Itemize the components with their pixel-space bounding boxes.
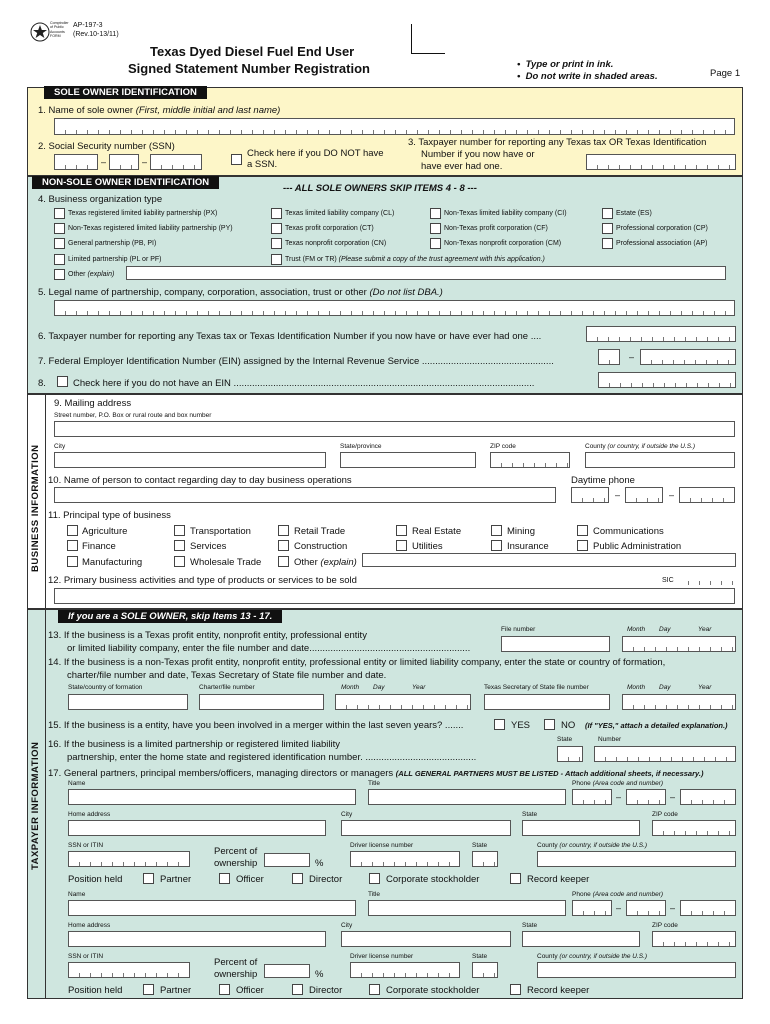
p1-city-label: City [341, 811, 353, 818]
item2-label: 2. Social Security number (SSN) [38, 141, 175, 152]
p1-name-field[interactable] [68, 789, 356, 805]
merger-no-checkbox[interactable] [544, 719, 555, 730]
p1-phone-dash2: – [670, 792, 676, 802]
sic-field[interactable] [678, 574, 736, 585]
form-title-line2: Signed Statement Number Registration [128, 61, 370, 76]
p2-zip-label: ZIP code [652, 922, 678, 929]
org-px-label: Texas registered limited liability partnership (PX) [68, 210, 218, 217]
type-utilities-label: Utilities [412, 541, 443, 552]
charter-number-field[interactable] [199, 694, 324, 710]
zip-field[interactable] [490, 452, 570, 468]
org-trust-checkbox[interactable] [271, 254, 282, 265]
p2-city-label: City [341, 922, 353, 929]
item13-day-label: Day [659, 626, 671, 633]
item11-label: 11. Principal type of business [48, 510, 171, 521]
p2-title-label: Title [368, 891, 381, 898]
p1-stockholder-checkbox[interactable] [369, 873, 380, 884]
p1-pct-sign: % [315, 858, 324, 869]
merger-yes-label: YES [511, 720, 531, 731]
item6-label: 6. Taxpayer number for reporting any Texas tax or Texas Identification Number if you now have or have ever had one .... [38, 331, 542, 342]
state-country-label: State/country of formation [68, 684, 143, 691]
daytime-phone-label: Daytime phone [571, 475, 635, 486]
item16-number-field[interactable] [594, 746, 736, 762]
org-pl-label: Limited partnership (PL or PF) [68, 256, 162, 263]
type-wholesale-checkbox[interactable] [174, 556, 185, 567]
state-province-label: State/province [340, 443, 382, 450]
street-field[interactable] [54, 421, 735, 437]
type-mining-checkbox[interactable] [491, 525, 502, 536]
p2-home-address-field[interactable] [68, 931, 326, 947]
type-insurance-checkbox[interactable] [491, 540, 502, 551]
type-retail-label: Retail Trade [294, 526, 346, 537]
instruction-shaded: • Do not write in shaded areas. [517, 71, 658, 82]
item16-state-label: State [557, 736, 573, 743]
zip-label: ZIP code [490, 443, 516, 450]
type-wholesale-label: Wholesale Trade [190, 557, 262, 568]
org-cl-checkbox[interactable] [271, 208, 282, 219]
state-country-field[interactable] [68, 694, 188, 710]
item13-line2: or limited liability company, enter the file number and date............................................................. [67, 643, 471, 654]
ssn-part1-field[interactable] [54, 154, 98, 170]
p2-phone-area-field[interactable] [572, 900, 612, 916]
type-publicadmin-label: Public Administration [593, 541, 682, 552]
p1-county-label: County (or country, if outside the U.S.) [537, 842, 648, 849]
file-number-label: File number [501, 626, 536, 633]
org-cm-checkbox[interactable] [430, 238, 441, 249]
org-es-checkbox[interactable] [602, 208, 613, 219]
charter-label: Charter/file number [199, 684, 255, 691]
item14-line1: 14. If the business is a non-Texas profit entity, nonprofit entity, professional entity or limited liability company, enter the state or country of formation, [48, 657, 666, 668]
item14-month-label: Month [341, 684, 360, 691]
form-number: AP-197-3 [73, 22, 103, 29]
p1-dl-label: Driver license number [350, 842, 414, 849]
p1-dl-state-field[interactable] [472, 851, 498, 867]
item8-shaded-field[interactable] [598, 372, 736, 388]
item14-sos-date-field[interactable] [622, 694, 736, 710]
p1-percent-label: Percent of [214, 846, 258, 857]
state-province-field[interactable] [340, 452, 476, 468]
skip-items-4-8: --- ALL SOLE OWNERS SKIP ITEMS 4 - 8 --- [283, 183, 477, 194]
no-ssn-checkbox[interactable] [231, 154, 242, 165]
p2-zip-field[interactable] [652, 931, 736, 947]
p1-partner-checkbox[interactable] [143, 873, 154, 884]
p2-dl-state-label: State [472, 953, 488, 960]
item14-sos-day-label: Day [659, 684, 671, 691]
ein-dash: – [629, 352, 635, 362]
org-other-explain-field[interactable] [126, 266, 726, 280]
p2-name-field[interactable] [68, 900, 356, 916]
item1-label: 1. Name of sole owner (First, middle initial and last name) [38, 105, 281, 116]
p2-dl-field[interactable] [350, 962, 460, 978]
p1-officer-label: Officer [236, 874, 264, 885]
ssn-part3-field[interactable] [150, 154, 202, 170]
type-mining-label: Mining [507, 526, 535, 537]
type-publicadmin-checkbox[interactable] [577, 540, 588, 551]
city-field[interactable] [54, 452, 326, 468]
instruction-ink: • Type or print in ink. [517, 59, 614, 70]
type-services-checkbox[interactable] [174, 540, 185, 551]
p1-home-address-label: Home address [68, 811, 111, 818]
item9-label: 9. Mailing address [54, 398, 132, 409]
p1-director-label: Director [309, 874, 343, 885]
p1-zip-field[interactable] [652, 820, 736, 836]
p2-county-field[interactable] [537, 962, 736, 978]
p1-county-field[interactable] [537, 851, 736, 867]
org-trust-label: Trust (FM or TR) (Please submit a copy of the trust agreement with this application.) [285, 256, 545, 263]
p1-ownership-label: ownership [214, 858, 258, 869]
item13-date-field[interactable] [622, 636, 736, 652]
item14-year-label: Year [412, 684, 426, 691]
org-ci-label: Non-Texas limited liability company (CI) [444, 210, 567, 217]
p2-state-field[interactable] [522, 931, 640, 947]
p2-state-label: State [522, 922, 538, 929]
item15-label: 15. If the business is a entity, have you been involved in a merger within the last seven years? ....... [48, 720, 464, 731]
business-info-side-label: BUSINESS INFORMATION [30, 444, 41, 572]
item8-label: Check here if you do not have an EIN .................................................................................................................. [73, 378, 535, 389]
p1-home-address-field[interactable] [68, 820, 326, 836]
org-ct-checkbox[interactable] [271, 223, 282, 234]
p1-ssn-field[interactable] [68, 851, 190, 867]
sos-file-number-field[interactable] [484, 694, 610, 710]
city-label: City [54, 443, 66, 450]
item17-label: 17. General partners, principal members/officers, managing directors or managers (ALL GENERAL PARTNERS MUST BE LISTED - Attach additional sheets, if necessary.) [48, 768, 704, 779]
item3-label-line1: 3. Taxpayer number for reporting any Texas tax OR Texas Identification [408, 137, 707, 148]
type-realestate-checkbox[interactable] [396, 525, 407, 536]
p2-dl-label: Driver license number [350, 953, 414, 960]
p2-pct-sign: % [315, 969, 324, 980]
ein-part1-field[interactable] [598, 349, 620, 365]
p1-state-field[interactable] [522, 820, 640, 836]
p1-phone-area-field[interactable] [572, 789, 612, 805]
p1-phone-dash1: – [616, 792, 622, 802]
p2-stockholder-checkbox[interactable] [369, 984, 380, 995]
ein-part2-field[interactable] [640, 349, 736, 365]
p2-phone-prefix-field[interactable] [626, 900, 666, 916]
type-utilities-checkbox[interactable] [396, 540, 407, 551]
org-ap-checkbox[interactable] [602, 238, 613, 249]
item13-year-label: Year [698, 626, 712, 633]
p2-title-field[interactable] [368, 900, 566, 916]
p2-county-label: County (or country, if outside the U.S.) [537, 953, 648, 960]
p2-director-checkbox[interactable] [292, 984, 303, 995]
p2-position-label: Position held [68, 985, 123, 996]
contact-phone-prefix-field[interactable] [625, 487, 663, 503]
p2-phone-line-field[interactable] [680, 900, 736, 916]
org-py-checkbox[interactable] [54, 223, 65, 234]
org-pl-checkbox[interactable] [54, 254, 65, 265]
item8-number: 8. [38, 378, 46, 389]
p2-city-field[interactable] [341, 931, 511, 947]
ssn-dash2: – [142, 157, 148, 167]
item13-line1: 13. If the business is a Texas profit entity, nonprofit entity, professional entity [48, 630, 367, 641]
file-number-field[interactable] [501, 636, 610, 652]
org-ct-label: Texas profit corporation (CT) [285, 225, 374, 232]
type-services-label: Services [190, 541, 227, 552]
legal-name-field[interactable] [54, 300, 735, 316]
p1-director-checkbox[interactable] [292, 873, 303, 884]
p1-name-label: Name [68, 780, 86, 787]
p2-phone-dash1: – [616, 903, 622, 913]
type-construction-label: Construction [294, 541, 348, 552]
type-communications-checkbox[interactable] [577, 525, 588, 536]
non-sole-owner-heading: NON-SOLE OWNER IDENTIFICATION [32, 176, 219, 189]
county-field[interactable] [585, 452, 735, 468]
type-finance-label: Finance [82, 541, 116, 552]
p1-title-field[interactable] [368, 789, 566, 805]
p2-name-label: Name [68, 891, 86, 898]
org-other-checkbox[interactable] [54, 269, 65, 280]
item3-label-line3: have ever had one. [421, 161, 503, 172]
p1-dl-state-label: State [472, 842, 488, 849]
sole-owner-name-field[interactable] [54, 118, 735, 135]
form-revision: (Rev.10-13/11) [73, 31, 119, 38]
org-pb-checkbox[interactable] [54, 238, 65, 249]
org-other-label: Other (explain) [68, 271, 115, 278]
type-other-checkbox[interactable] [278, 556, 289, 567]
org-cl-label: Texas limited liability company (CL) [285, 210, 395, 217]
corner-mark [411, 24, 445, 54]
p1-phone-label: Phone (Area code and number) [572, 780, 664, 787]
p2-percent-label: Percent of [214, 957, 258, 968]
business-side-divider [45, 394, 46, 609]
contact-name-field[interactable] [54, 487, 556, 503]
item16-state-field[interactable] [557, 746, 583, 762]
item14-sos-year-label: Year [698, 684, 712, 691]
org-py-label: Non-Texas registered limited liability partnership (PY) [68, 225, 233, 232]
p1-phone-line-field[interactable] [680, 789, 736, 805]
type-realestate-label: Real Estate [412, 526, 462, 537]
p2-partner-label: Partner [160, 985, 192, 996]
type-manufacturing-checkbox[interactable] [67, 556, 78, 567]
item10-label: 10. Name of person to contact regarding day to day business operations [48, 475, 352, 486]
item14-sos-month-label: Month [627, 684, 646, 691]
p2-phone-label: Phone (Area code and number) [572, 891, 664, 898]
p2-officer-checkbox[interactable] [219, 984, 230, 995]
org-cp-checkbox[interactable] [602, 223, 613, 234]
org-es-label: Estate (ES) [616, 210, 652, 217]
item16-line1: 16. If the business is a limited partnership or registered limited liability [48, 739, 340, 750]
merger-yes-checkbox[interactable] [494, 719, 505, 730]
contact-phone-line-field[interactable] [679, 487, 735, 503]
item16-line2: partnership, enter the home state and registered identification number. .......................................... [67, 752, 477, 763]
p2-phone-dash2: – [670, 903, 676, 913]
no-ssn-label: Check here if you DO NOT have a SSN. [247, 148, 384, 170]
org-cf-checkbox[interactable] [430, 223, 441, 234]
p2-partner-checkbox[interactable] [143, 984, 154, 995]
p1-zip-label: ZIP code [652, 811, 678, 818]
p2-recordkeeper-label: Record keeper [527, 985, 590, 996]
type-agriculture-label: Agriculture [82, 526, 128, 537]
p1-partner-label: Partner [160, 874, 192, 885]
p1-stockholder-label: Corporate stockholder [386, 874, 480, 885]
item3-label-line2: Number if you now have or [421, 149, 535, 160]
non-sole-taxpayer-number-field[interactable] [586, 326, 736, 342]
p1-ownership-field[interactable] [264, 853, 310, 867]
p2-stockholder-label: Corporate stockholder [386, 985, 480, 996]
p2-ownership-field[interactable] [264, 964, 310, 978]
p1-title-label: Title [368, 780, 381, 787]
item14-day-label: Day [373, 684, 385, 691]
item4-label: 4. Business organization type [38, 194, 163, 205]
type-insurance-label: Insurance [507, 541, 549, 552]
org-cp-label: Professional corporation (CP) [616, 225, 708, 232]
p1-phone-prefix-field[interactable] [626, 789, 666, 805]
taxpayer-side-divider [45, 609, 46, 999]
org-cn-label: Texas nonprofit corporation (CN) [285, 240, 387, 247]
item5-label: 5. Legal name of partnership, company, corporation, association, trust or other (Do not list DBA.) [38, 287, 443, 298]
page-number: Page 1 [710, 68, 741, 79]
type-finance-checkbox[interactable] [67, 540, 78, 551]
p2-officer-label: Officer [236, 985, 264, 996]
item14-date-field[interactable] [335, 694, 471, 710]
p2-recordkeeper-checkbox[interactable] [510, 984, 521, 995]
item16-number-label: Number [598, 736, 622, 743]
phone-dash2: – [669, 490, 675, 500]
p2-ownership-label: ownership [214, 969, 258, 980]
p1-officer-checkbox[interactable] [219, 873, 230, 884]
taxpayer-info-side-label: TAXPAYER INFORMATION [30, 741, 41, 870]
p1-recordkeeper-label: Record keeper [527, 874, 590, 885]
type-agriculture-checkbox[interactable] [67, 525, 78, 536]
item12-label: 12. Primary business activities and type of products or services to be sold [48, 575, 357, 586]
p2-ssn-field[interactable] [68, 962, 190, 978]
type-construction-checkbox[interactable] [278, 540, 289, 551]
type-other-label: Other (explain) [294, 557, 357, 568]
sole-owner-heading: SOLE OWNER IDENTIFICATION [44, 86, 207, 99]
type-retail-checkbox[interactable] [278, 525, 289, 536]
seal-text: Comptroller of Public Accounts FORM [50, 21, 69, 39]
type-transportation-checkbox[interactable] [174, 525, 185, 536]
merger-no-label: NO [561, 720, 576, 731]
org-px-checkbox[interactable] [54, 208, 65, 219]
p2-home-address-label: Home address [68, 922, 111, 929]
p1-recordkeeper-checkbox[interactable] [510, 873, 521, 884]
item7-label: 7. Federal Employer Identification Number (EIN) assigned by the Internal Revenue Service .................................................. [38, 356, 554, 367]
county-label: County (or country, if outside the U.S.) [585, 443, 696, 450]
org-pb-label: General partnership (PB, PI) [68, 240, 157, 247]
p2-ssn-label: SSN or ITIN [68, 953, 104, 960]
p1-dl-field[interactable] [350, 851, 460, 867]
contact-phone-area-field[interactable] [571, 487, 609, 503]
form-title-line1: Texas Dyed Diesel Fuel End User [150, 44, 355, 59]
no-ein-checkbox[interactable] [57, 376, 68, 387]
type-manufacturing-label: Manufacturing [82, 557, 143, 568]
type-communications-label: Communications [593, 526, 664, 537]
org-cn-checkbox[interactable] [271, 238, 282, 249]
p1-position-label: Position held [68, 874, 123, 885]
street-label: Street number, P.O. Box or rural route and box number [54, 412, 212, 419]
sole-taxpayer-number-field[interactable] [586, 154, 736, 170]
p1-ssn-label: SSN or ITIN [68, 842, 104, 849]
ssn-dash1: – [101, 157, 107, 167]
p2-dl-state-field[interactable] [472, 962, 498, 978]
org-ap-label: Professional association (AP) [616, 240, 708, 247]
type-other-explain-field[interactable] [362, 553, 736, 567]
item14-line2: charter/file number and date, Texas Secretary of State file number and date. [67, 670, 387, 681]
p1-city-field[interactable] [341, 820, 511, 836]
phone-dash1: – [615, 490, 621, 500]
org-cf-label: Non-Texas profit corporation (CF) [444, 225, 548, 232]
sos-file-label: Texas Secretary of State file number [484, 684, 589, 691]
item13-month-label: Month [627, 626, 646, 633]
p1-state-label: State [522, 811, 538, 818]
merger-yes-note: (If "YES," attach a detailed explanation.) [585, 721, 728, 730]
ssn-part2-field[interactable] [109, 154, 139, 170]
p2-director-label: Director [309, 985, 343, 996]
type-transportation-label: Transportation [190, 526, 251, 537]
org-cm-label: Non-Texas nonprofit corporation (CM) [444, 240, 562, 247]
activities-field[interactable] [54, 588, 735, 604]
skip-items-13-17: If you are a SOLE OWNER, skip Items 13 - 17. [58, 610, 282, 623]
sic-label: SIC [662, 577, 674, 584]
org-ci-checkbox[interactable] [430, 208, 441, 219]
